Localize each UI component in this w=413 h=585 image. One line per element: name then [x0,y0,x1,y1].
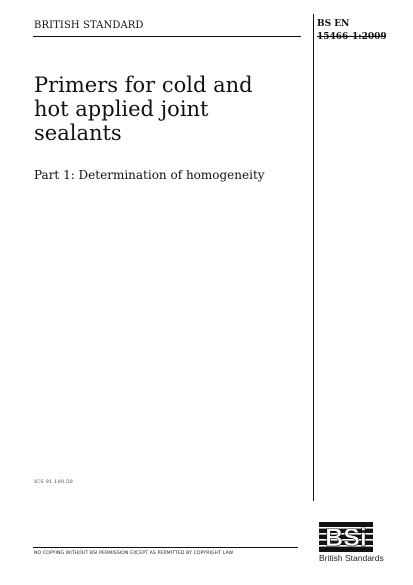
title-line-2: hot applied joint [34,97,209,121]
header-rule-left [33,36,301,37]
standard-number-line1: BS EN [317,19,350,29]
footer-rule [33,547,298,548]
standard-type-label: BRITISH STANDARD [34,20,144,31]
bsi-logo-caption: British Standards [319,553,384,563]
vertical-divider [313,14,314,501]
standard-number [317,18,387,44]
copyright-notice: NO COPYING WITHOUT BSI PERMISSION EXCEPT AS PERMITTED BY COPYRIGHT LAW [34,551,234,556]
title-line-1: Primers for cold and [34,73,253,97]
bsi-logo-mark-text: BSi [325,524,367,552]
document-subtitle: Part 1: Determination of homogeneity [34,168,265,182]
ics-code: ICS 91.100.50 [34,479,73,485]
title-line-3: sealants [34,121,122,145]
bsi-logo [319,522,383,566]
document-title [34,73,304,145]
standard-number-line2: 15466-1:2009 [317,32,387,42]
bsi-logo-mark-icon [319,522,373,552]
